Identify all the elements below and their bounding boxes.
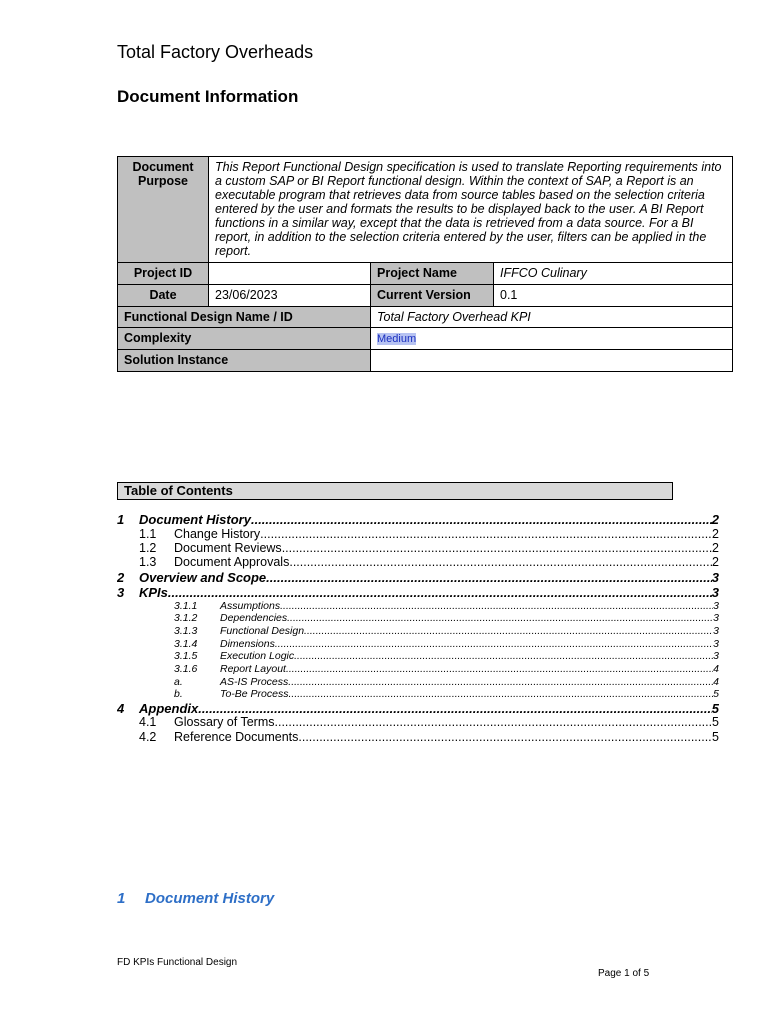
toc-leader-dots [304, 625, 713, 637]
toc-entry-page: 3 [713, 612, 719, 624]
toc-entry[interactable] [139, 527, 719, 541]
toc-entry-title: Dimensions [220, 638, 275, 650]
toc-entry[interactable] [117, 701, 719, 716]
toc-entry-title: Document History [139, 512, 251, 527]
toc-entry-page: 4 [713, 676, 719, 688]
date-value: 23/06/2023 [209, 285, 371, 307]
toc-entry-number: 4.1 [139, 715, 157, 729]
fd-name-label: Functional Design Name / ID [118, 307, 371, 328]
purpose-text: This Report Functional Design specification is used to translate Reporting requirements into a custom SAP or BI Report functional design. Within the context of SAP, a Report is an executable program that retrieves data from source tables based on the selection criteria entered by the user and formats the results to be displayed back to the user. A BI Report functions in a similar way, except that the data is retrieved from a data source. For a BI report, in addition to the selection criteria entered by the user, filters can be applied in the report. [209, 157, 733, 263]
solution-instance-label: Solution Instance [118, 350, 371, 372]
solution-instance-value [371, 350, 733, 372]
toc-entry-title: Reference Documents [174, 730, 299, 744]
toc-entry-page: 3 [711, 570, 719, 585]
toc-entry-title: Change History [174, 527, 261, 541]
toc-entry-title: Document Reviews [174, 541, 282, 555]
toc-entry-page: 2 [712, 555, 719, 569]
section-heading-document-history [117, 890, 274, 907]
toc-entry-title: Appendix [139, 701, 199, 716]
toc-entry[interactable] [174, 688, 719, 700]
toc-entry-number: 3 [117, 585, 125, 600]
toc-entry-page: 5 [712, 715, 719, 729]
toc-leader-dots [287, 612, 713, 624]
toc-leader-dots [260, 527, 712, 541]
toc-entry[interactable] [139, 730, 719, 744]
purpose-label: Document Purpose [118, 157, 209, 263]
toc-entry-number: 3.1.1 [174, 600, 198, 612]
toc-entry-page: 3 [713, 650, 719, 662]
toc-entry-page: 3 [711, 585, 719, 600]
toc-entry-number: 1.1 [139, 527, 157, 541]
toc-entry-number: 3.1.5 [174, 650, 198, 662]
toc-entry[interactable] [139, 555, 719, 569]
toc-leader-dots [275, 638, 713, 650]
toc-entry[interactable] [174, 600, 719, 612]
toc-entry-page: 2 [711, 512, 719, 527]
fd-name-value: Total Factory Overhead KPI [371, 307, 733, 328]
toc-entry-page: 3 [713, 625, 719, 637]
toc-entry-title: To-Be Process [220, 688, 289, 700]
toc-entry-title: AS-IS Process [220, 676, 289, 688]
toc-leader-dots [266, 570, 712, 585]
toc-entry-number: 4 [117, 701, 125, 716]
toc-leader-dots [251, 512, 712, 527]
toc-entry-title: Dependencies [220, 612, 288, 624]
toc-leader-dots [280, 600, 713, 612]
document-title: Total Factory Overheads [117, 42, 314, 62]
toc-entry-title: Execution Logic [220, 650, 295, 662]
toc-leader-dots [168, 585, 712, 600]
toc-leader-dots [282, 541, 712, 555]
toc-entry-page: 4 [713, 663, 719, 675]
toc-entry[interactable] [117, 570, 719, 585]
toc-entry-page: 5 [712, 730, 719, 744]
toc-entry-title: Glossary of Terms [174, 715, 275, 729]
toc-entry-title: Overview and Scope [139, 570, 267, 585]
toc-entry[interactable] [139, 541, 719, 555]
toc-entry-page: 2 [712, 541, 719, 555]
footer-page-number: Page 1 of 5 [598, 968, 650, 979]
toc-entry-number: 3.1.4 [174, 638, 198, 650]
document-info-table [117, 156, 733, 372]
complexity-label: Complexity [118, 328, 371, 350]
toc-entry[interactable] [174, 625, 719, 637]
toc-entry-number: 4.2 [139, 730, 157, 744]
toc-entry-page: 5 [713, 688, 719, 700]
current-version-value: 0.1 [494, 285, 733, 307]
toc-entry[interactable] [174, 612, 719, 624]
toc-entry-number: 3.1.2 [174, 612, 198, 624]
toc-leader-dots [286, 663, 713, 675]
section-heading-document-information: Document Information [117, 87, 299, 106]
toc-leader-dots [275, 715, 713, 729]
toc-entry-number: 1.3 [139, 555, 157, 569]
footer-document-name: FD KPIs Functional Design [117, 957, 238, 968]
toc-entry-page: 2 [712, 527, 719, 541]
toc-entry-title: Report Layout [220, 663, 286, 675]
toc-leader-dots [294, 650, 713, 662]
toc-entry-page: 5 [711, 701, 719, 716]
toc-entry-number: 3.1.3 [174, 625, 198, 637]
toc-entry-number: 1 [117, 512, 125, 527]
project-name-label: Project Name [371, 263, 494, 285]
toc-entry-number: b. [174, 688, 183, 700]
toc-entry-title: Assumptions [220, 600, 281, 612]
complexity-cell [371, 328, 733, 350]
toc-entry[interactable] [174, 650, 719, 662]
toc-entry-number: 2 [117, 570, 125, 585]
toc-entry-number: 3.1.6 [174, 663, 198, 675]
toc-entry[interactable] [174, 663, 719, 675]
toc-entry-page: 3 [713, 638, 719, 650]
toc-leader-dots [298, 730, 712, 744]
project-name-value: IFFCO Culinary [494, 263, 733, 285]
toc-entry-title: Functional Design [220, 625, 305, 637]
toc-entry-title: KPIs [139, 585, 168, 600]
current-version-label: Current Version [371, 285, 494, 307]
toc-leader-dots [198, 701, 712, 716]
toc-entry-title: Document Approvals [174, 555, 290, 569]
toc-heading: Table of Contents [117, 482, 673, 500]
toc-leader-dots [288, 676, 713, 688]
section-title: Document History [145, 890, 275, 907]
toc-entry-number: a. [174, 676, 183, 688]
toc-entry[interactable] [174, 676, 719, 688]
section-number: 1 [117, 890, 126, 907]
toc-entry[interactable] [117, 585, 719, 600]
project-id-label: Project ID [118, 263, 209, 285]
toc-entry[interactable] [174, 638, 719, 650]
toc-leader-dots [288, 688, 713, 700]
project-id-value [209, 263, 371, 285]
toc-leader-dots [289, 555, 712, 569]
complexity-value: Medium [377, 333, 417, 345]
toc-entry-number: 1.2 [139, 541, 157, 555]
toc-entry-page: 3 [713, 600, 719, 612]
toc-entry[interactable] [139, 715, 719, 729]
toc-entry[interactable] [117, 512, 719, 527]
date-label: Date [118, 285, 209, 307]
